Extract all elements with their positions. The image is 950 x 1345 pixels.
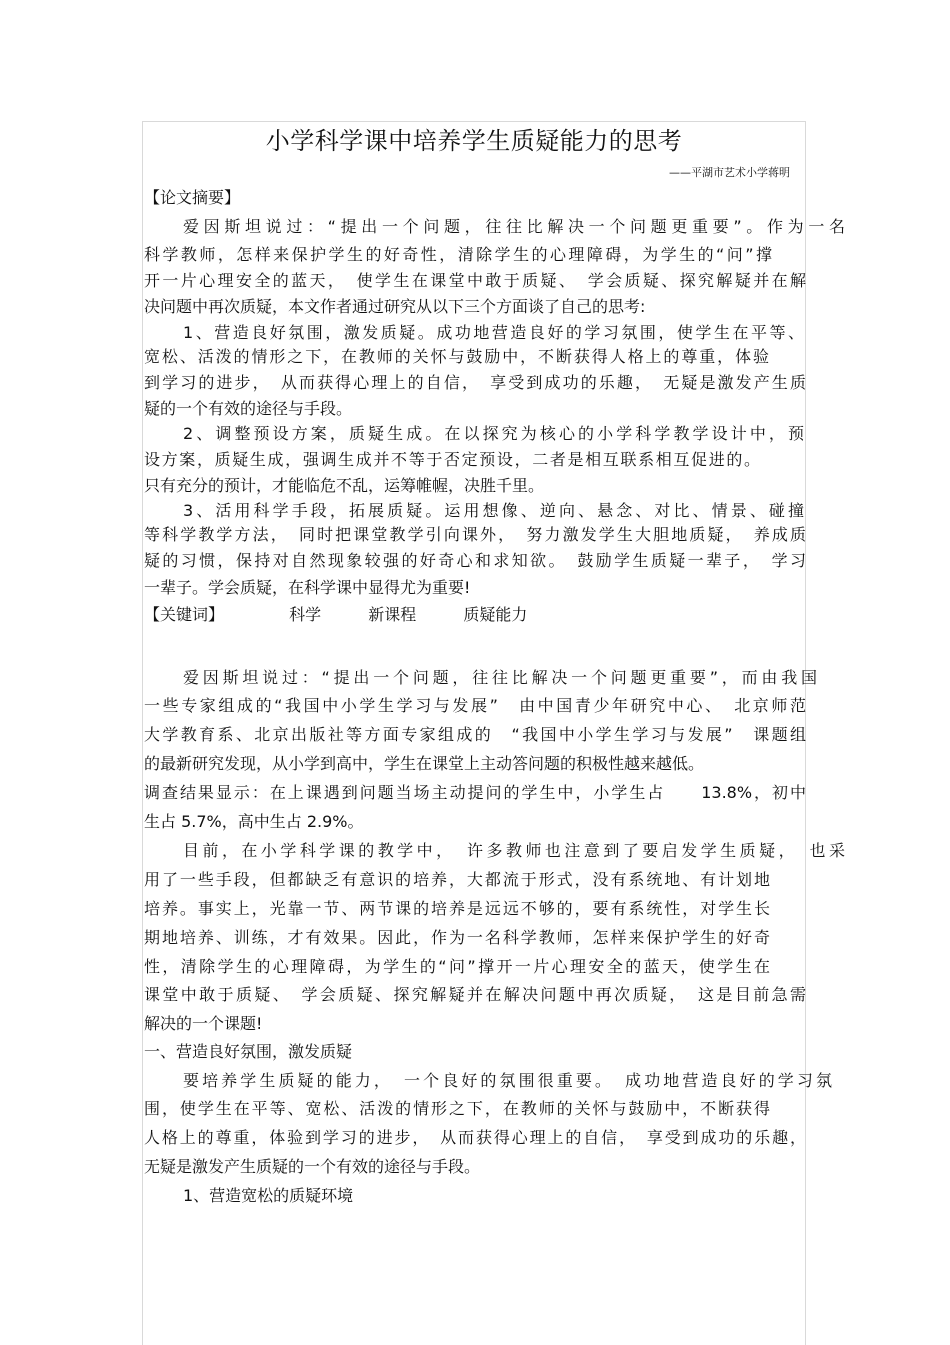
text-line: 到学习的进步， 从而获得心理上的自信， 享受到成功的乐趣， 无疑是激发产生质 — [144, 373, 806, 392]
text-line: 培养。事实上，光靠一节、两节课的培养是远远不够的，要有系统性，对学生长 — [144, 899, 770, 918]
text-line: 设方案，质疑生成，强调生成并不等于否定预设，二者是相互联系相互促进的。 — [144, 450, 760, 469]
text-line: 疑的习惯，保持对自然现象较强的好奇心和求知欲。 鼓励学生质疑一辈子， 学习 — [144, 551, 806, 570]
text-line: 爱因斯坦说过：“提出一个问题，往往比解决一个问题更重要”。作为一名 — [183, 217, 845, 236]
text-line: 一些专家组成的“我国中小学生学习与发展” 由中国青少年研究中心、 北京师范 — [144, 696, 806, 715]
keyword-item: 质疑能力 — [463, 605, 528, 624]
text-line: 开一片心理安全的蓝天， 使学生在课堂中敢于质疑、 学会质疑、探究解疑并在解 — [144, 271, 806, 290]
text-line: 无疑是激发产生质疑的一个有效的途径与手段。 — [144, 1157, 481, 1176]
section-heading: 一、营造良好氛围，激发质疑 — [144, 1042, 353, 1061]
text-line: 只有充分的预计，才能临危不乱，运筹帷幄，决胜千里。 — [144, 476, 545, 495]
text-line: 3、活用科学手段，拓展质疑。运用想像、逆向、悬念、对比、情景、碰撞 — [183, 501, 804, 520]
text-line: 目前，在小学科学课的教学中， 许多教师也注意到了要启发学生质疑， 也采 — [183, 841, 845, 860]
subsection-heading: 1、营造宽松的质疑环境 — [183, 1186, 354, 1205]
text-line: 课堂中敢于质疑、 学会质疑、探究解疑并在解决问题中再次质疑， 这是目前急需 — [144, 985, 806, 1004]
author-line: ——平湖市艺术小学蒋明 — [669, 166, 790, 179]
text-line: 性，清除学生的心理障碍，为学生的“问”撑开一片心理安全的蓝天，使学生在 — [144, 957, 770, 976]
text-line: 科学教师，怎样来保护学生的好奇性，清除学生的心理障碍，为学生的“问”撑 — [144, 245, 772, 264]
text-line: 2、调整预设方案，质疑生成。在以探究为核心的小学科学教学设计中，预 — [183, 424, 804, 443]
text-line: 等科学教学方法， 同时把课堂教学引向课外， 努力激发学生大胆地质疑， 养成质 — [144, 525, 806, 544]
text-line: 用了一些手段，但都缺乏有意识的培养，大都流于形式，没有系统地、有计划地 — [144, 870, 770, 889]
text-line: 一辈子。学会质疑，在科学课中显得尤为重要! — [144, 578, 471, 597]
text-line: 人格上的尊重，体验到学习的进步， 从而获得心理上的自信， 享受到成功的乐趣， — [144, 1128, 806, 1147]
text-line: 宽松、活泼的情形之下，在教师的关怀与鼓励中，不断获得人格上的尊重，体验 — [144, 347, 769, 366]
abstract-heading: 【论文摘要】 — [144, 188, 241, 207]
keyword-item: 科学 — [289, 605, 322, 624]
text-line: 爱因斯坦说过：“提出一个问题，往往比解决一个问题更重要”，而由我国 — [183, 668, 817, 687]
keyword-item: 新课程 — [368, 605, 417, 624]
text-line: 调查结果显示：在上课遇到问题当场主动提问的学生中，小学生占 13.8%，初中 — [144, 783, 806, 802]
keywords-label: 【关键词】 — [144, 605, 225, 624]
keywords-row — [144, 604, 806, 626]
text-line: 的最新研究发现，从小学到高中，学生在课堂上主动答问题的积极性越来越低。 — [144, 754, 705, 773]
text-line: 要培养学生质疑的能力， 一个良好的氛围很重要。 成功地营造良好的学习氛 — [183, 1071, 832, 1090]
text-line: 生占 5.7%，高中生占 2.9%。 — [144, 812, 364, 831]
text-line: 解决的一个课题! — [144, 1014, 263, 1033]
text-line: 1、营造良好氛围，激发质疑。成功地营造良好的学习氛围，使学生在平等、 — [183, 323, 804, 342]
text-line: 疑的一个有效的途径与手段。 — [144, 399, 353, 418]
text-line: 期地培养、训练，才有效果。因此，作为一名科学教师，怎样来保护学生的好奇 — [144, 928, 770, 947]
text-line: 决问题中再次质疑，本文作者通过研究从以下三个方面谈了自己的思考: — [144, 297, 646, 316]
text-line: 大学教育系、北京出版社等方面专家组成的 “我国中小学生学习与发展” 课题组 — [144, 725, 806, 744]
text-line: 围，使学生在平等、宽松、活泼的情形之下，在教师的关怀与鼓励中，不断获得 — [144, 1099, 770, 1118]
page-title: 小学科学课中培养学生质疑能力的思考 — [265, 127, 683, 155]
